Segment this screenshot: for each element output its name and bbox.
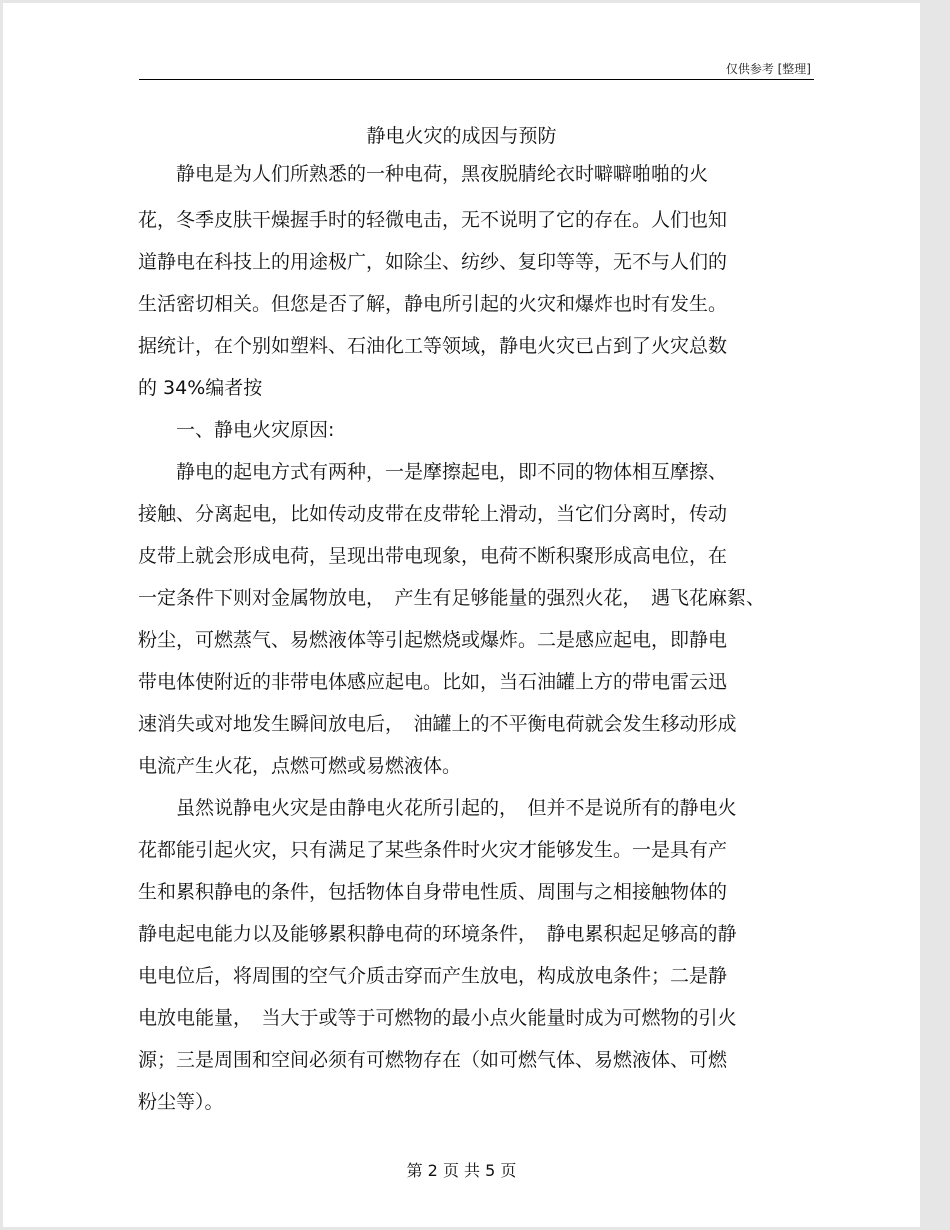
body-line: 源；三是周围和空间必须有可燃物存在（如可燃气体、易燃液体、可燃 (138, 1049, 728, 1071)
page-number: 第 2 页 共 5 页 (406, 1161, 517, 1180)
body-line: 生和累积静电的条件，包括物体自身带电性质、周围与之相接触物体的 (138, 881, 728, 903)
body-line: 静电是为人们所熟悉的一种电荷，黑夜脱腈纶衣时噼噼啪啪的火 (138, 163, 709, 185)
body-line: 电电位后，将周围的空气介质击穿而产生放电，构成放电条件；二是静 (138, 965, 728, 987)
body-line: 电流产生火花，点燃可燃或易燃液体。 (138, 755, 462, 777)
body-line: 据统计，在个别如塑料、石油化工等领域，静电火灾已占到了火灾总数 (138, 335, 728, 357)
page-title: 静电火灾的成因与预防 (366, 125, 557, 147)
header-divider (139, 79, 814, 80)
body-line: 静电起电能力以及能够累积静电荷的环境条件， 静电累积起足够高的静 (138, 923, 737, 945)
header-label: 仅供参考 [整理] (725, 62, 811, 76)
section-heading: 一、静电火灾原因: (138, 419, 335, 441)
body-line: 粉尘等）。 (138, 1091, 224, 1113)
body-line: 花都能引起火灾，只有满足了某些条件时火灾才能够发生。一是具有产 (138, 839, 728, 861)
body-line: 速消失或对地发生瞬间放电后， 油罐上的不平衡电荷就会发生移动形成 (138, 713, 737, 735)
body-line: 花，冬季皮肤干燥握手时的轻微电击，无不说明了它的存在。人们也知 (138, 209, 728, 231)
body-line: 道静电在科技上的用途极广，如除尘、纺纱、复印等等，无不与人们的 (138, 251, 728, 273)
body-line: 虽然说静电火灾是由静电火花所引起的， 但并不是说所有的静电火 (138, 797, 737, 819)
body-line: 皮带上就会形成电荷，呈现出带电现象，电荷不断积聚形成高电位，在 (138, 545, 728, 567)
body-line: 生活密切相关。但您是否了解，静电所引起的火灾和爆炸也时有发生。 (138, 293, 728, 315)
body-line: 电放电能量， 当大于或等于可燃物的最小点火能量时成为可燃物的引火 (138, 1007, 737, 1029)
body-line: 带电体使附近的非带电体感应起电。比如，当石油罐上方的带电雷云迅 (138, 671, 728, 693)
body-line: 接触、分离起电，比如传动皮带在皮带轮上滑动，当它们分离时，传动 (138, 503, 728, 525)
body-line: 一定条件下则对金属物放电， 产生有足够能量的强烈火花， 遇飞花麻絮、 (138, 587, 766, 609)
document-page (3, 3, 920, 1227)
body-line: 静电的起电方式有两种，一是摩擦起电，即不同的物体相互摩擦、 (138, 461, 728, 483)
body-line: 粉尘，可燃蒸气、易燃液体等引起燃烧或爆炸。二是感应起电，即静电 (138, 629, 728, 651)
body-line: 的 34%编者按 (138, 377, 263, 399)
